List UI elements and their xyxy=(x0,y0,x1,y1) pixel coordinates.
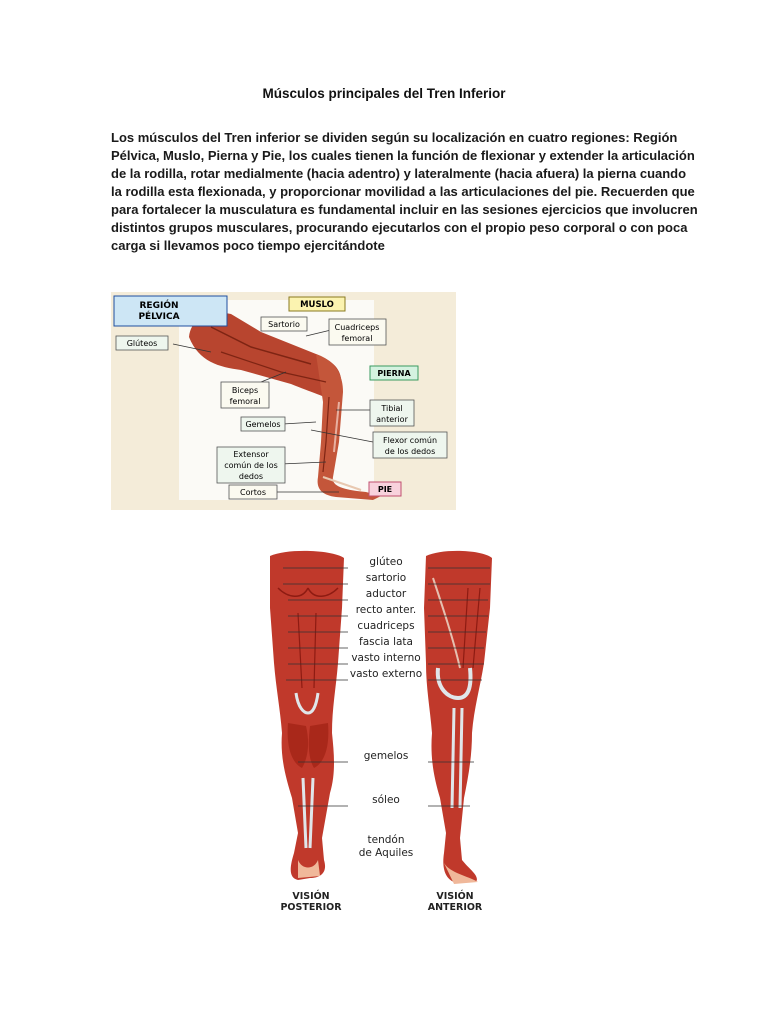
vision-anterior-caption: ANTERIOR xyxy=(427,902,483,913)
extensor-label: común de los xyxy=(224,461,278,470)
vasto-interno-label: vasto interno xyxy=(351,652,421,664)
sartorio-label: Sartorio xyxy=(268,320,300,329)
biceps-label: Biceps xyxy=(231,386,259,395)
muslo-label: MUSLO xyxy=(300,300,334,310)
leg-views-figure xyxy=(258,548,518,920)
extensor-label: dedos xyxy=(238,472,264,481)
recto-anterior-label: recto anter. xyxy=(355,604,417,616)
sartorio-label: sartorio xyxy=(365,572,407,584)
flexor-label: de los dedos xyxy=(384,447,436,456)
cortos-label: Cortos xyxy=(240,488,266,497)
biceps-label: femoral xyxy=(229,397,261,406)
paragraph-line: distintos grupos musculares, procurando ejecutarlos con el propio peso corporal o con poca xyxy=(111,220,688,235)
paragraph-line: Los músculos del Tren inferior se dividen según su localización en cuatro regiones: Región xyxy=(111,130,678,145)
aductor-label: aductor xyxy=(365,588,407,600)
vision-anterior-caption: VISIÓN xyxy=(436,891,474,902)
pierna-label: PIERNA xyxy=(377,369,411,378)
tibial-label: anterior xyxy=(376,415,408,424)
paragraph-line: carga si llevamos poco tiempo ejercitándote xyxy=(111,238,385,253)
cuadriceps-label: cuadriceps xyxy=(357,620,415,632)
gemelos-label: Gemelos xyxy=(245,420,281,429)
tendon-label: de Aquiles xyxy=(358,847,414,859)
tendon-label: tendón xyxy=(367,834,405,846)
paragraph-line: Pélvica, Muslo, Pierna y Pie, los cuales tienen la función de flexionar y extender la articulación xyxy=(111,148,695,163)
soleo-label: sóleo xyxy=(372,794,400,806)
fascia-lata-label: fascia lata xyxy=(359,636,413,648)
gemelos-label: gemelos xyxy=(363,750,409,762)
paragraph-line: la rodilla esta flexionada, y proporcionar movilidad a las articulaciones del pie. Recuerden que xyxy=(111,184,695,199)
intro-paragraph xyxy=(111,129,698,255)
vasto-externo-label: vasto externo xyxy=(349,668,423,680)
gluteo-label: glúteo xyxy=(369,556,403,568)
flexor-label: Flexor común xyxy=(382,436,438,445)
cuadriceps-label: Cuadriceps xyxy=(334,323,380,332)
tibial-label: Tibial xyxy=(381,404,403,413)
cuadriceps-label: femoral xyxy=(341,334,373,343)
region-pelvica-label: PÉLVICA xyxy=(138,312,180,322)
paragraph-line: para fortalecer la musculatura es fundamental incluir en las sesiones ejercicios que involucren xyxy=(111,202,698,217)
vision-posterior-caption: POSTERIOR xyxy=(280,902,342,913)
anterior-leg-illustration xyxy=(424,551,492,884)
leg-regions-figure xyxy=(111,292,456,510)
region-pelvica-label: REGIÓN xyxy=(139,301,179,311)
vision-posterior-caption: VISIÓN xyxy=(292,891,330,902)
paragraph-line: de la rodilla, rotar medialmente (hacia adentro) y lateralmente (hacia afuera) la pierna cuando xyxy=(111,166,687,181)
document-title: Músculos principales del Tren Inferior xyxy=(262,86,506,101)
gluteos-label: Glúteos xyxy=(126,339,158,348)
pie-label: PIE xyxy=(377,485,393,494)
extensor-label: Extensor xyxy=(233,450,269,459)
